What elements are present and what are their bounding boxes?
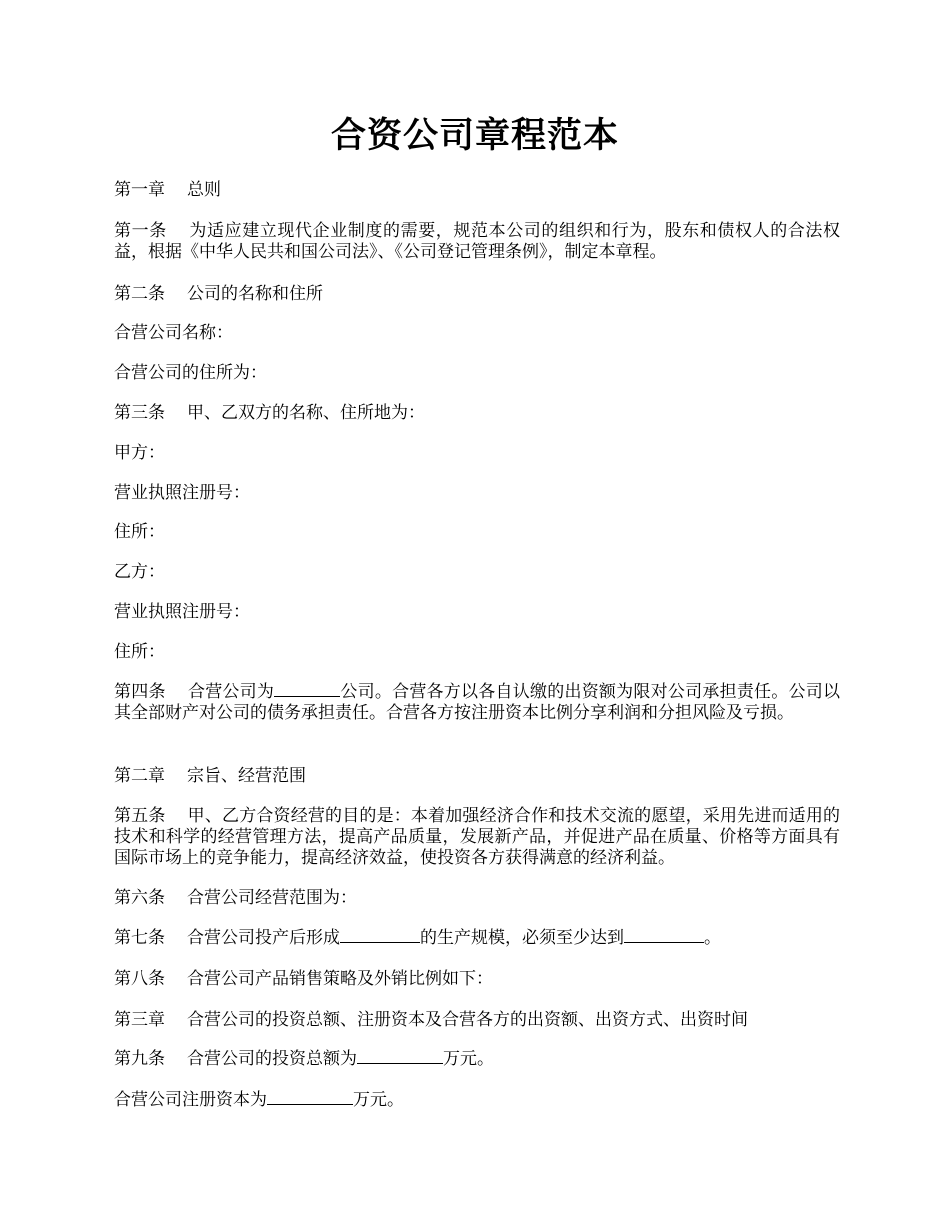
article-label: 第五条	[114, 806, 166, 826]
article-text: 公司的名称和住所	[187, 284, 323, 304]
article-text-before: 合营公司的投资总额为	[187, 1049, 357, 1069]
article-5	[114, 806, 840, 869]
jv-name-line: 合营公司名称：	[114, 323, 233, 343]
article-3	[114, 403, 840, 424]
address-a-line: 住所：	[114, 522, 165, 542]
chapter-label: 第一章	[114, 180, 165, 200]
chapter-2-heading	[114, 766, 840, 787]
license-a-line: 营业执照注册号：	[114, 483, 250, 503]
article-8	[114, 969, 840, 990]
registered-capital-line	[114, 1090, 840, 1111]
article-text-mid: 的生产规模，必须至少达到	[420, 928, 624, 948]
article-text: 合营公司经营范围为：	[187, 888, 357, 908]
article-6	[114, 888, 840, 909]
article-text-after: 。	[704, 928, 721, 948]
chapter-label: 第二章	[114, 766, 165, 786]
chapter-title: 宗旨、经营范围	[187, 766, 306, 786]
chapter-title: 合营公司的投资总额、注册资本及合营各方的出资额、出资方式、出资时间	[187, 1010, 748, 1030]
article-label: 第九条	[114, 1049, 165, 1069]
fill-blank	[624, 928, 704, 943]
article-9	[114, 1049, 840, 1070]
fill-blank	[340, 928, 420, 943]
party-b-line: 乙方：	[114, 562, 165, 582]
fill-blank	[267, 1090, 353, 1105]
line-text-before: 合营公司注册资本为	[114, 1090, 267, 1110]
article-text-before: 合营公司投产后形成	[187, 928, 340, 948]
article-text: 甲、乙双方的名称、住所地为：	[187, 403, 425, 423]
fill-blank	[274, 682, 340, 697]
article-label: 第六条	[114, 888, 165, 908]
chapter-label: 第三章	[114, 1010, 165, 1030]
article-label: 第八条	[114, 969, 165, 989]
article-2	[114, 284, 840, 305]
address-b-line: 住所：	[114, 642, 165, 662]
chapter-1-heading	[114, 180, 840, 201]
chapter-title: 总则	[187, 180, 221, 200]
article-text-before: 合营公司为	[187, 682, 275, 702]
article-4	[114, 682, 840, 724]
chapter-3-heading	[114, 1010, 840, 1031]
party-a-line: 甲方：	[114, 443, 165, 463]
article-text: 甲、乙方合资经营的目的是：本着加强经济合作和技术交流的愿望，采用先进而适用的技术和科学的经营管理方法，提高产品质量，发展新产品，并促进产品在质量、价格等方面具有国际市场上的竞争能力，提高经济效益，使投资各方获得满意的经济利益。	[114, 806, 841, 868]
article-label: 第三条	[114, 403, 165, 423]
license-b-line: 营业执照注册号：	[114, 602, 250, 622]
jv-address-line: 合营公司的住所为：	[114, 363, 267, 383]
article-label: 第二条	[114, 284, 165, 304]
article-text: 为适应建立现代企业制度的需要，规范本公司的组织和行为，股东和债权人的合法权益，根据《中华人民共和国公司法》、《公司登记管理条例》，制定本章程。	[114, 221, 841, 262]
article-text-after: 万元。	[443, 1049, 494, 1069]
line-text-after: 万元。	[353, 1090, 404, 1110]
article-label: 第一条	[114, 221, 167, 241]
article-7	[114, 928, 840, 949]
article-label: 第七条	[114, 928, 165, 948]
article-label: 第四条	[114, 682, 166, 702]
article-1	[114, 221, 840, 263]
article-text-after: 公司。合营各方以各自认缴的出资额为限对公司承担责任。公司以其全部财产对公司的债务承担责任。合营各方按注册资本比例分享利润和分担风险及亏损。	[114, 682, 841, 723]
article-text: 合营公司产品销售策略及外销比例如下：	[187, 969, 493, 989]
document-title: 合资公司章程范本	[330, 115, 619, 156]
fill-blank	[357, 1049, 443, 1064]
